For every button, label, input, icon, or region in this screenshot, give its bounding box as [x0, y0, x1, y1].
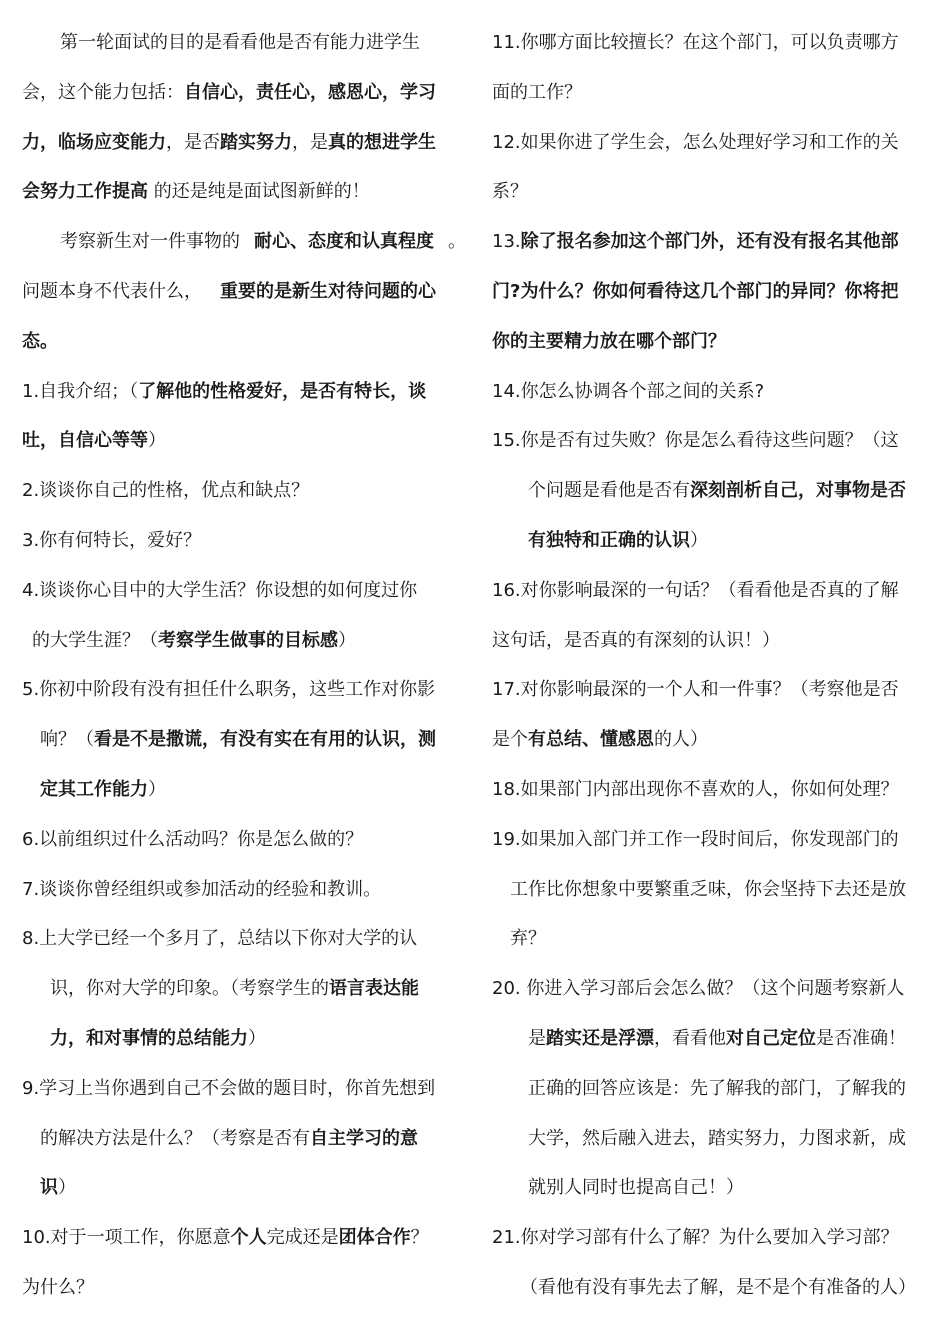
text: 为什么？ [22, 1276, 94, 1298]
text: 14.你怎么协调各个部之间的关系? [492, 380, 765, 402]
intro-paragraph-line [22, 68, 462, 118]
bold-text: 看是不是撒谎，有没有实在有用的认识，测 [94, 729, 436, 751]
text: 第一轮面试的目的是看看他是否有能力进学生 [60, 32, 420, 53]
bold-text: 定其工作能力 [40, 778, 148, 800]
text: 个问题是看他是否有 [528, 480, 690, 502]
question-19-cont [492, 865, 932, 915]
question-17 [492, 665, 932, 715]
text: ？ [410, 1227, 429, 1249]
question-5-cont [22, 715, 462, 765]
question-21 [492, 1213, 932, 1263]
question-16 [492, 566, 932, 616]
question-12 [492, 118, 932, 168]
question-17-cont [492, 715, 932, 765]
bold-text: 吐，自信心等等 [22, 430, 148, 452]
bold-text: 自主学习的意 [310, 1127, 418, 1149]
text: 弃？ [510, 928, 546, 950]
text: 考察新生对一件事物的 [60, 231, 240, 253]
question-10 [22, 1213, 462, 1263]
bold-text: 态。 [22, 330, 58, 352]
left-column [22, 18, 466, 1313]
text: 7.谈谈你曾经组织或参加活动的经验和教训。 [22, 878, 382, 900]
question-15-cont [492, 466, 932, 516]
text: 3.你有何特长，爱好？ [22, 529, 202, 551]
text: 21.你对学习部有什么了解？为什么要加入学习部？ [492, 1227, 899, 1249]
question-15-cont [492, 516, 932, 566]
text: 15.你是否有过失败？你是怎么看待这些问题？（这 [492, 430, 899, 452]
bold-text: 真的想进学生 [328, 131, 436, 153]
intro-paragraph-line [22, 317, 462, 367]
text: 是个 [492, 729, 528, 751]
text: 2.谈谈你自己的性格，优点和缺点？ [22, 480, 310, 502]
text: 的解决方法是什么？（考察是否有 [40, 1127, 310, 1149]
text: 20. 你进入学习部后会怎么做？（这个问题考察新人 [492, 978, 905, 1000]
text: （看他有没有事先去了解，是不是个有准备的人） [520, 1276, 916, 1298]
question-7 [22, 865, 462, 915]
intro-paragraph-line [22, 267, 462, 317]
text: 8.上大学已经一个多月了，总结以下你对大学的认 [22, 928, 418, 950]
question-9 [22, 1064, 462, 1114]
text: 18.如果部门内部出现你不喜欢的人，你如何处理？ [492, 778, 899, 800]
question-2 [22, 466, 462, 516]
question-1 [22, 367, 462, 417]
bold-text: 团体合作 [338, 1227, 411, 1249]
bold-text: 你的主要精力放在哪个部门？ [492, 330, 726, 352]
text: ） [248, 1027, 266, 1049]
question-12-cont [492, 167, 932, 217]
question-3 [22, 516, 462, 566]
bold-text: 识 [40, 1177, 58, 1199]
bold-text: 力，临场应变能力 [22, 131, 166, 153]
text: 面的工作？ [492, 81, 582, 103]
question-5-cont [22, 765, 462, 815]
bold-text: 除了报名参加这个部门外，还有没有报名其他部 [520, 231, 899, 253]
question-8-cont [22, 964, 462, 1014]
bold-text: 考察学生做事的目标感 [158, 629, 338, 651]
question-5 [22, 665, 462, 715]
text: 12.如果你进了学生会，怎么处理好学习和工作的关 [492, 131, 899, 153]
question-20-cont [492, 1064, 932, 1114]
text: ，看看他 [654, 1027, 726, 1049]
text: 16.对你影响最深的一句话？（看看他是否真的了解 [492, 579, 899, 601]
question-19-cont [492, 914, 932, 964]
question-6 [22, 815, 462, 865]
text: 问题本身不代表什么， [22, 280, 202, 302]
text: 系？ [492, 181, 528, 203]
question-9-cont [22, 1163, 462, 1213]
bold-text: 深刻剖析自己，对事物是否 [690, 480, 906, 502]
intro-paragraph-line [22, 118, 462, 168]
question-4 [22, 566, 462, 616]
text: 13. [492, 231, 521, 253]
text: 的还是纯是面试图新鲜的！ [148, 181, 370, 203]
intro-paragraph-line [22, 167, 462, 217]
bold-text: 有总结、懂感恩 [528, 729, 654, 751]
bold-text: 对自己定位 [726, 1027, 816, 1049]
bold-text: 力，和对事情的总结能力 [50, 1027, 248, 1049]
text: 是 [528, 1027, 546, 1049]
text: 大学，然后融入进去，踏实努力，力图求新，成 [528, 1127, 906, 1149]
question-15 [492, 416, 932, 466]
text: 是否准确！ [816, 1027, 906, 1049]
bold-text: 了解他的性格爱好，是否有特长，谈 [138, 380, 427, 402]
text: 5.你初中阶段有没有担任什么职务，这些工作对你影 [22, 679, 436, 701]
question-20 [492, 964, 932, 1014]
text: 的人） [654, 729, 708, 751]
question-1-cont [22, 416, 462, 466]
question-4-cont [22, 616, 462, 666]
bold-text: 重要的是新生对待问题的心 [220, 280, 436, 302]
question-20-cont [492, 1014, 932, 1064]
bold-text: 耐心、态度和认真程度 [254, 231, 434, 253]
text: 。 [448, 231, 466, 253]
question-14 [492, 367, 932, 417]
text: 17.对你影响最深的一个人和一件事？（考察他是否 [492, 679, 899, 701]
text: 正确的回答应该是：先了解我的部门，了解我的 [528, 1077, 906, 1099]
text: 4.谈谈你心目中的大学生活？你设想的如何度过你 [22, 579, 418, 601]
question-13-cont [492, 317, 932, 367]
text: 6.以前组织过什么活动吗？你是怎么做的？ [22, 828, 364, 850]
question-21-cont [492, 1263, 932, 1313]
question-11 [492, 18, 932, 68]
bold-text: 门?为什么？你如何看待这几个部门的异同？你将把 [492, 280, 899, 302]
text: 9.学习上当你遇到自己不会做的题目时，你首先想到 [22, 1077, 436, 1099]
text: 完成还是 [266, 1227, 339, 1249]
bold-text: 踏实努力 [220, 131, 292, 153]
text: 这句话，是否真的有深刻的认识！） [492, 629, 780, 651]
question-13 [492, 217, 932, 267]
question-9-cont [22, 1114, 462, 1164]
question-20-cont [492, 1163, 932, 1213]
right-column [492, 18, 932, 1313]
text: ） [58, 1177, 76, 1199]
text: 10.对于一项工作，你愿意 [22, 1227, 231, 1249]
text: ） [690, 529, 708, 551]
text: ） [338, 629, 356, 651]
question-8 [22, 914, 462, 964]
text: ） [148, 778, 166, 800]
bold-text: 语言表达能 [329, 978, 419, 1000]
text: ） [148, 430, 166, 452]
bold-text: 自信心，责任心，感恩心，学习 [184, 81, 436, 103]
question-13-cont [492, 267, 932, 317]
text: 工作比你想象中要繁重乏味，你会坚持下去还是放 [510, 878, 906, 900]
text: 就别人同时也提高自己！） [528, 1177, 744, 1199]
question-8-cont [22, 1014, 462, 1064]
bold-text: 有独特和正确的认识 [528, 529, 690, 551]
question-11-cont [492, 68, 932, 118]
text: 11.你哪方面比较擅长？在这个部门，可以负责哪方 [492, 32, 899, 53]
question-18 [492, 765, 932, 815]
intro-paragraph-line [22, 217, 466, 267]
text: 识，你对大学的印象。（考察学生的 [50, 978, 329, 1000]
text: ，是 [292, 131, 328, 153]
question-19 [492, 815, 932, 865]
text: 19.如果加入部门并工作一段时间后，你发现部门的 [492, 828, 899, 850]
bold-text: 踏实还是浮漂 [546, 1027, 654, 1049]
intro-paragraph-line [22, 18, 462, 68]
text: ，是否 [166, 131, 220, 153]
text: 1.自我介绍；（ [22, 380, 139, 402]
question-16-cont [492, 616, 932, 666]
text: 的大学生涯？（ [32, 629, 158, 651]
bold-text: 个人 [230, 1227, 267, 1249]
text: 会，这个能力包括： [22, 81, 184, 103]
bold-text: 会努力工作提高 [22, 181, 148, 203]
text: 响？（ [40, 729, 94, 751]
question-20-cont [492, 1114, 932, 1164]
question-10-cont [22, 1263, 462, 1313]
